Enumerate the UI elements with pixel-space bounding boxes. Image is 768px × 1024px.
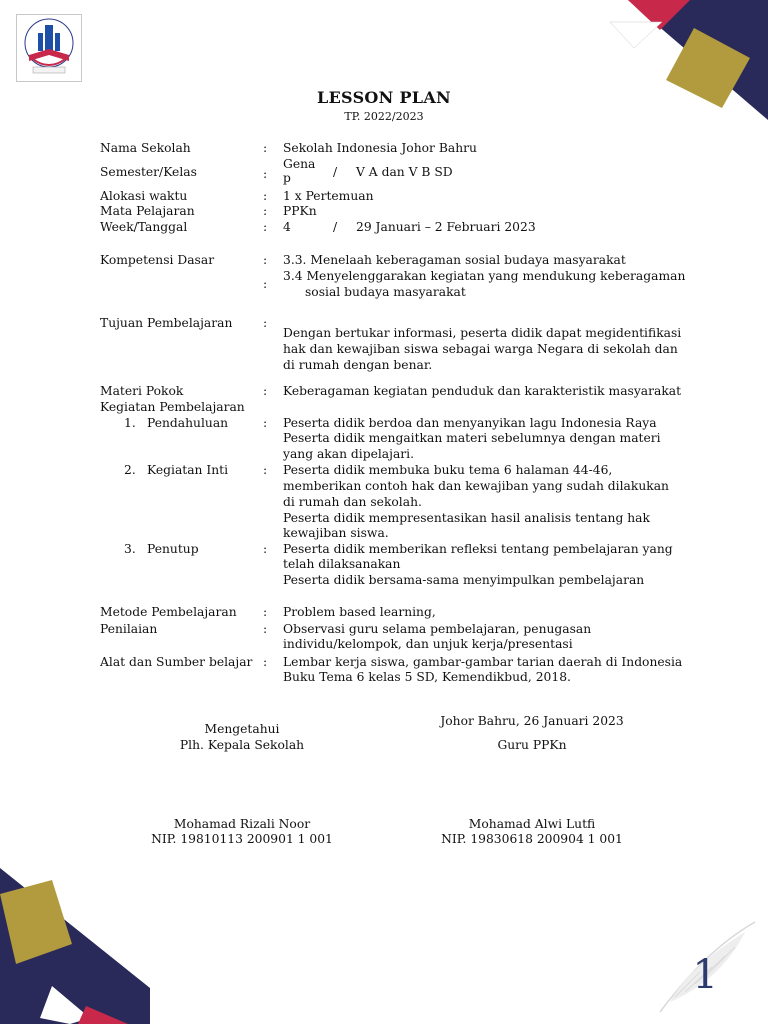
colon: : xyxy=(263,463,268,477)
value-intro-1: Peserta didik berdoa dan menyanyikan lagu Indonesia Raya xyxy=(283,416,657,430)
label-week: Week/Tanggal xyxy=(100,220,188,234)
value-week: 4 xyxy=(283,220,291,234)
value-semester-b: p xyxy=(283,171,291,185)
label-semester: Semester/Kelas xyxy=(100,165,197,179)
label-tools: Alat dan Sumber belajar xyxy=(100,655,253,669)
value-core-2: memberikan contoh hak dan kewajiban yang sudah dilakukan xyxy=(283,479,669,493)
bottom-left-decoration xyxy=(0,868,170,1024)
value-core-5: kewajiban siswa. xyxy=(283,526,389,540)
value-time: 1 x Pertemuan xyxy=(283,189,374,203)
colon: : xyxy=(263,384,268,398)
sign-right-place-date: Johor Bahru, 26 Januari 2023 xyxy=(440,714,624,728)
colon: : xyxy=(263,542,268,556)
colon: : xyxy=(263,622,268,636)
label-time: Alokasi waktu xyxy=(100,189,188,203)
item-number: 1. xyxy=(124,416,136,430)
value-intro-2: Peserta didik mengaitkan materi sebelumnya dengan materi xyxy=(283,431,661,445)
colon: : xyxy=(263,316,268,330)
value-assessment-2: individu/kelompok, dan unjuk kerja/presentasi xyxy=(283,637,573,651)
sign-left-line2: Plh. Kepala Sekolah xyxy=(179,738,305,752)
label-goal: Tujuan Pembelajaran xyxy=(100,316,233,330)
value-goal-3: di rumah dengan benar. xyxy=(283,358,433,372)
label-method: Metode Pembelajaran xyxy=(100,605,237,619)
sign-right-name: Mohamad Alwi Lutfi xyxy=(468,817,596,831)
value-closing-1: Peserta didik memberikan refleksi tentang pembelajaran yang xyxy=(283,542,673,556)
label-kegiatan: Kegiatan Pembelajaran xyxy=(100,400,245,414)
sign-left-name: Mohamad Rizali Noor xyxy=(173,817,311,831)
colon: : xyxy=(263,167,268,181)
value-semester-a: Gena xyxy=(283,157,316,171)
colon: : xyxy=(263,253,268,267)
value-tools-1: Lembar kerja siswa, gambar-gambar tarian daerah di Indonesia xyxy=(283,655,683,669)
label-subject: Mata Pelajaran xyxy=(100,204,195,218)
value-assessment-1: Observasi guru selama pembelajaran, penugasan xyxy=(283,622,592,636)
school-logo-icon xyxy=(17,15,81,81)
label-kd: Kompetensi Dasar xyxy=(100,253,215,267)
label-core: Kegiatan Inti xyxy=(147,463,229,477)
sign-right-nip: NIP. 19830618 200904 1 001 xyxy=(441,832,623,846)
value-kd-2: 3.4 Menyelenggarakan kegiatan yang mendukung keberagaman xyxy=(283,269,686,283)
value-date: 29 Januari – 2 Februari 2023 xyxy=(356,220,536,234)
label-assessment: Penilaian xyxy=(100,622,158,636)
colon: : xyxy=(263,220,268,234)
label-intro: Pendahuluan xyxy=(147,416,229,430)
colon: : xyxy=(263,655,268,669)
item-number: 2. xyxy=(124,463,136,477)
sign-left-nip: NIP. 19810113 200901 1 001 xyxy=(151,832,333,846)
school-logo xyxy=(16,14,82,82)
page-title: LESSON PLAN xyxy=(317,88,451,107)
value-method: Problem based learning, xyxy=(283,605,436,619)
separator: / xyxy=(333,220,338,234)
value-kd-1: 3.3. Menelaah keberagaman sosial budaya masyarakat xyxy=(283,253,626,267)
value-core-4: Peserta didik mempresentasikan hasil analisis tentang hak xyxy=(283,511,650,525)
colon: : xyxy=(263,189,268,203)
value-goal-2: hak dan kewajiban siswa sebagai warga Negara di sekolah dan xyxy=(283,342,678,356)
value-tools-2: Buku Tema 6 kelas 5 SD, Kemendikbud, 2018. xyxy=(283,670,571,684)
page-number: 1 xyxy=(692,952,718,998)
value-goal-1: Dengan bertukar informasi, peserta didik dapat megidentifikasi xyxy=(283,326,682,340)
colon: : xyxy=(263,416,268,430)
value-core-1: Peserta didik membuka buku tema 6 halaman 44-46, xyxy=(283,463,613,477)
sign-left-line1: Mengetahui xyxy=(204,722,280,736)
colon: : xyxy=(263,605,268,619)
value-closing-3: Peserta didik bersama-sama menyimpulkan pembelajaran xyxy=(283,573,645,587)
separator: / xyxy=(333,165,338,179)
item-number: 3. xyxy=(124,542,136,556)
value-school: Sekolah Indonesia Johor Bahru xyxy=(283,141,477,155)
sign-right-role: Guru PPKn xyxy=(497,738,567,752)
colon: : xyxy=(263,204,268,218)
value-intro-3: yang akan dipelajari. xyxy=(283,447,415,461)
label-materi: Materi Pokok xyxy=(100,384,184,398)
value-class: V A dan V B SD xyxy=(356,165,453,179)
value-materi: Keberagaman kegiatan penduduk dan karakteristik masyarakat xyxy=(283,384,682,398)
value-kd-3: sosial budaya masyarakat xyxy=(305,285,466,299)
label-school: Nama Sekolah xyxy=(100,141,191,155)
value-subject: PPKn xyxy=(283,204,317,218)
value-closing-2: telah dilaksanakan xyxy=(283,557,401,571)
value-core-3: di rumah dan sekolah. xyxy=(283,495,422,509)
label-closing: Penutup xyxy=(147,542,199,556)
page-subtitle: TP. 2022/2023 xyxy=(344,110,424,123)
colon: : xyxy=(263,141,268,155)
colon: : xyxy=(263,277,268,291)
